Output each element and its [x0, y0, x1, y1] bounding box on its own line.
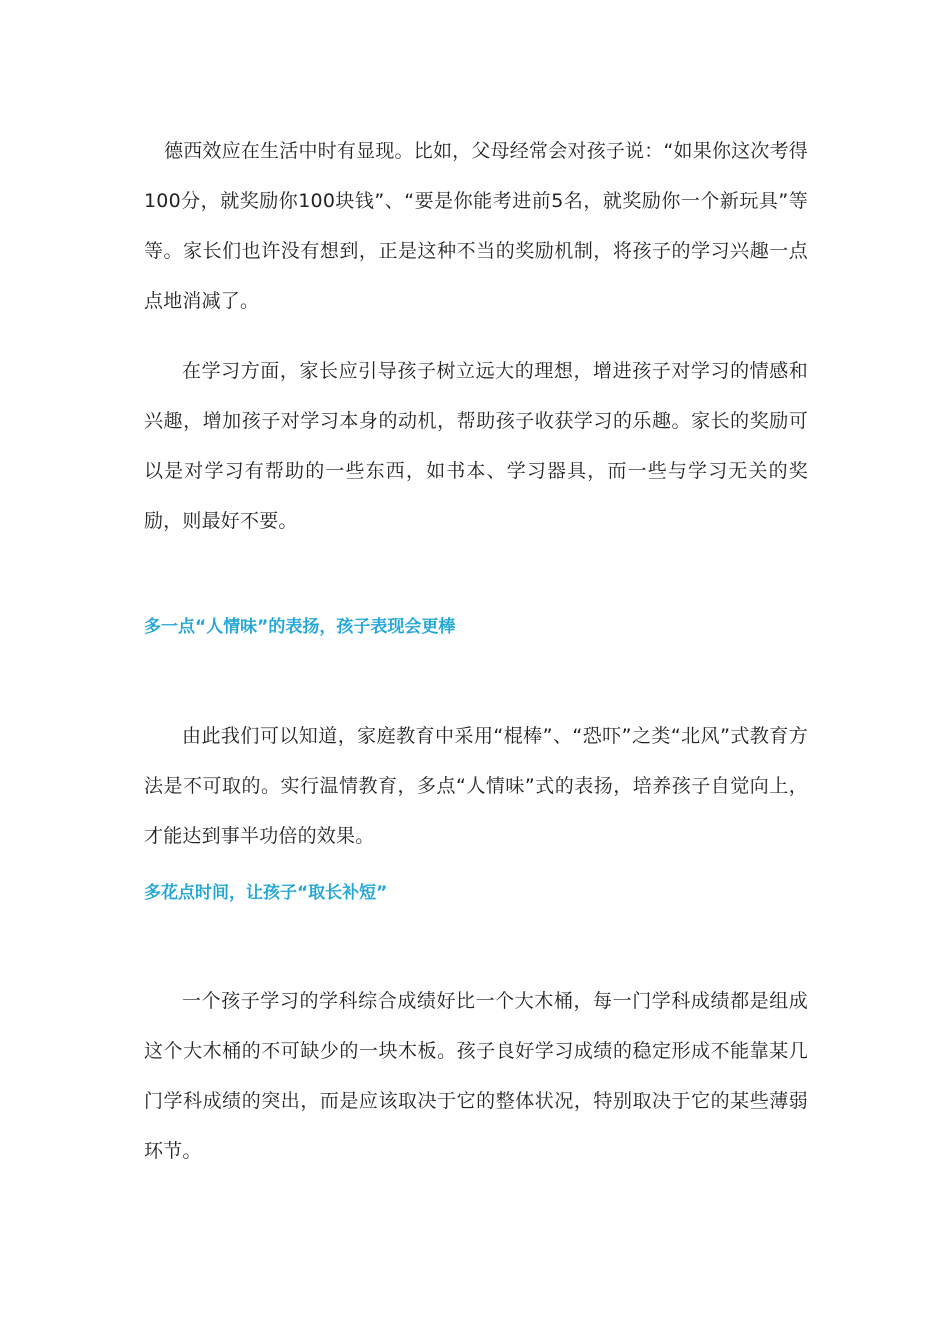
paragraph-warm-education: 由此我们可以知道，家庭教育中采用“棍棒”、“恐吓”之类“北风”式教育方法是不可取的。实行温情教育，多点“人情味”式的表扬，培养孩子自觉向上，才能达到事半功倍的效果。 — [144, 725, 808, 847]
paragraph-dexi-effect: 德西效应在生活中时有显现。比如，父母经常会对孩子说：“如果你这次考得100分，就奖励你100块钱”、“要是你能考进前5名，就奖励你一个新玩具”等等。家长们也许没有想到，正是这种不当的奖励机制，将孩子的学习兴趣一点点地消减了。 — [144, 140, 808, 312]
section-heading-time: 多花点时间，让孩子“取长补短” — [144, 883, 388, 903]
paragraph-wooden-bucket: 一个孩子学习的学科综合成绩好比一个大木桶，每一门学科成绩都是组成这个大木桶的不可缺少的一块木板。孩子良好学习成绩的稳定形成不能靠某几门学科成绩的突出，而是应该取决于它的整体状况，特别取决于它的某些薄弱环节。 — [144, 990, 808, 1162]
paragraph-learning-rewards: 在学习方面，家长应引导孩子树立远大的理想，增进孩子对学习的情感和兴趣，增加孩子对学习本身的动机，帮助孩子收获学习的乐趣。家长的奖励可以是对学习有帮助的一些东西，如书本、学习器具，而一些与学习无关的奖励，则最好不要。 — [144, 360, 808, 532]
section-heading-praise: 多一点“人情味”的表扬，孩子表现会更棒 — [144, 617, 456, 637]
